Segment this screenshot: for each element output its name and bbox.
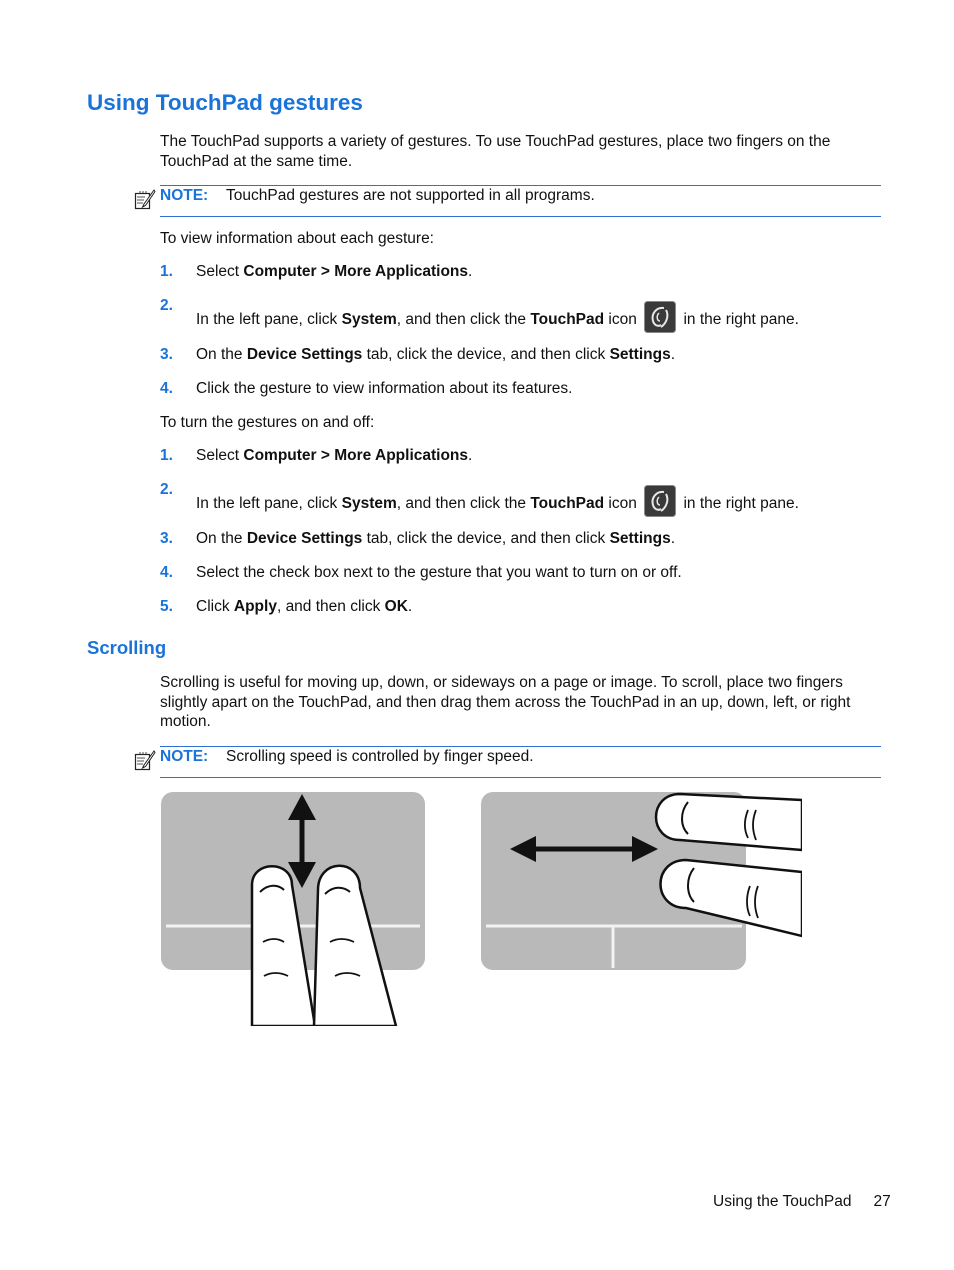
vertical-scroll-illustration — [160, 790, 428, 1026]
note-pencil-icon — [134, 188, 156, 210]
touchpad-icon — [644, 485, 676, 517]
step-number: 3. — [160, 530, 173, 547]
step-bold: Device Settings — [246, 346, 363, 363]
step-bold: Apply — [233, 598, 277, 615]
note-text: Scrolling speed is controlled by finger speed. — [226, 748, 534, 765]
step-text: in the right pane. — [679, 311, 799, 329]
step-bold: Settings — [609, 530, 671, 547]
step-number: 2. — [160, 297, 173, 314]
step-text: . — [468, 447, 473, 464]
list-item — [160, 598, 890, 620]
section-heading-scrolling: Scrolling — [87, 637, 167, 658]
list-item — [160, 346, 890, 368]
scrolling-paragraph: Scrolling is useful for moving up, down, or sideways on a page or image. To scroll, place two fingers slightly apart on the TouchPad, and then drag them across the TouchPad in an up, down, left, or right motion. — [160, 674, 851, 730]
step-text: On the — [196, 530, 247, 547]
touchpad-icon — [644, 301, 676, 333]
step-text: . — [407, 598, 413, 615]
step-number: 1. — [160, 447, 173, 464]
list-item — [160, 564, 890, 586]
step-text: Select — [196, 263, 244, 280]
step-text: , and then click the — [396, 311, 531, 329]
step-text: Select the check box next to the gesture that you want to turn on or off. — [196, 564, 682, 581]
footer-title: Using the TouchPad — [713, 1193, 852, 1210]
step-bold: Settings — [609, 346, 671, 363]
step-text: icon — [604, 495, 637, 513]
step-text: , and then click — [276, 598, 385, 615]
view-intro: To view information about each gesture: — [160, 230, 434, 247]
step-text: On the — [196, 346, 247, 363]
step-text: tab, click the device, and then click — [362, 530, 610, 547]
step-bold: System — [341, 311, 397, 329]
list-item — [160, 447, 890, 469]
step-bold: System — [341, 495, 397, 513]
step-number: 3. — [160, 346, 173, 363]
step-text: icon — [604, 311, 637, 329]
step-text: . — [468, 263, 473, 280]
note-box — [160, 746, 881, 778]
step-text: . — [670, 530, 676, 547]
step-number: 2. — [160, 481, 173, 498]
list-item — [160, 263, 890, 285]
note-label: NOTE: — [160, 748, 209, 765]
step-bold: OK — [384, 598, 408, 615]
step-number: 4. — [160, 380, 173, 397]
note-label: NOTE: — [160, 187, 209, 204]
step-text: in the right pane. — [679, 495, 799, 513]
step-bold: Computer > More Applications — [243, 447, 469, 464]
step-text: Click the gesture to view information about its features. — [196, 380, 573, 397]
step-bold: TouchPad — [530, 311, 605, 329]
step-text: tab, click the device, and then click — [362, 346, 610, 363]
list-item — [160, 297, 890, 333]
note-text: TouchPad gestures are not supported in all programs. — [226, 187, 595, 204]
toggle-intro: To turn the gestures on and off: — [160, 414, 375, 431]
list-item — [160, 481, 890, 517]
step-number: 4. — [160, 564, 173, 581]
step-text: . — [670, 346, 676, 363]
intro-paragraph: The TouchPad supports a variety of gestures. To use TouchPad gestures, place two fingers on the TouchPad at the same time. — [160, 133, 831, 170]
list-item — [160, 530, 890, 552]
step-number: 1. — [160, 263, 173, 280]
step-text: In the left pane, click — [196, 495, 342, 513]
list-item — [160, 380, 890, 402]
note-box — [160, 185, 881, 217]
step-text: In the left pane, click — [196, 311, 342, 329]
note-pencil-icon — [134, 749, 156, 771]
step-text: Select — [196, 447, 244, 464]
page-number: 27 — [873, 1193, 891, 1210]
horizontal-scroll-illustration — [480, 790, 802, 972]
step-bold: Device Settings — [246, 530, 363, 547]
step-bold: TouchPad — [530, 495, 605, 513]
step-text: Click — [196, 598, 234, 615]
page-footer — [713, 1193, 891, 1211]
page-title: Using TouchPad gestures — [87, 90, 363, 115]
step-number: 5. — [160, 598, 173, 615]
step-bold: Computer > More Applications — [243, 263, 469, 280]
step-text: , and then click the — [396, 495, 531, 513]
